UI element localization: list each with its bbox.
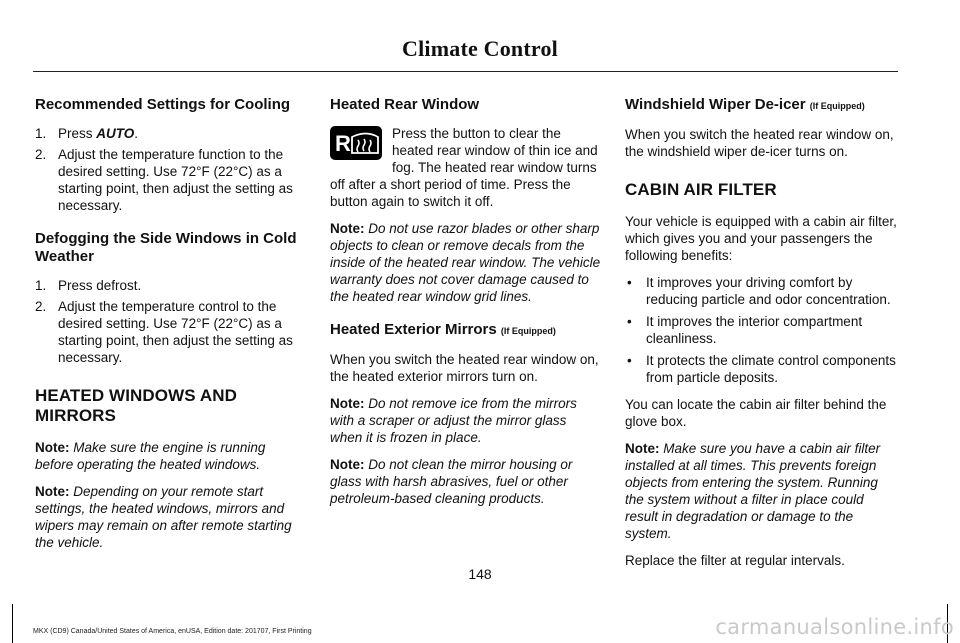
rear-window-description: Press the button to clear the heated rear window of thin ice and fog. The heated rear window turns off after a short period of time. Press the button again to switch it off. <box>330 126 598 209</box>
note-label: Note: <box>330 396 365 411</box>
step-number: 2. <box>35 147 47 162</box>
crop-mark <box>12 604 13 643</box>
list-item <box>625 313 897 347</box>
note-engine <box>35 439 307 473</box>
page-number: 148 <box>468 566 492 582</box>
wiper-heading <box>625 96 897 115</box>
mirrors-text: When you switch the heated rear window on, the heated exterior mirrors turn on. <box>330 352 599 384</box>
list-item <box>35 277 307 294</box>
replace-text: Replace the filter at regular intervals. <box>625 553 845 568</box>
step-text: Press <box>58 126 97 141</box>
benefit-text: It protects the climate control components from particle deposits. <box>646 353 896 385</box>
benefit-text: It improves the interior compartment cleanliness. <box>646 314 863 346</box>
note-label: Note: <box>330 221 365 236</box>
note-abrasives <box>330 456 602 507</box>
rear-window-heading: Heated Rear Window <box>330 96 480 113</box>
bullet: • <box>627 275 632 290</box>
locate-text: You can locate the cabin air filter behind the glove box. <box>625 397 887 429</box>
note-text: Make sure you have a cabin air filter installed at all times. This prevents foreign objects from entering the system. Running the system without a filter in place could result in degradation or damage to the system. <box>625 441 881 541</box>
step-number: 2. <box>35 299 47 314</box>
note-remote-start <box>35 483 307 551</box>
cabin-filter-heading: CABIN AIR FILTER <box>625 180 777 199</box>
note-text: Do not remove ice from the mirrors with a scraper or adjust the mirror glass when it is frozen in place. <box>330 396 577 445</box>
benefit-text: It improves your driving comfort by reducing particle and odor concentration. <box>646 275 891 307</box>
defog-heading: Defogging the Side Windows in Cold Weather <box>35 230 297 265</box>
if-equipped-label: (If Equipped) <box>809 101 865 111</box>
note-label: Note: <box>35 440 70 455</box>
section-heading: HEATED WINDOWS AND MIRRORS <box>35 386 238 425</box>
list-item <box>35 298 307 366</box>
header-rule <box>33 71 898 72</box>
rear-window-defrost-icon <box>330 126 382 160</box>
step-number: 1. <box>35 126 47 141</box>
column-right <box>625 96 897 579</box>
step-text: Adjust the temperature control to the desired setting. Use 72°F (22°C) as a starting point, then adjust the setting as necessary. <box>58 299 293 365</box>
note-text: Do not clean the mirror housing or glass with harsh abrasives, fuel or other petroleum-based cleaning products. <box>330 457 573 506</box>
note-label: Note: <box>35 484 70 499</box>
note-text: Do not use razor blades or other sharp objects to clean or remove decals from the inside of the heated rear window. The vehicle warranty does not cover damage caused to the heated rear window grid lines. <box>330 221 601 304</box>
step-text: Adjust the temperature function to the desired setting. Use 72°F (22°C) as a starting point, then adjust the setting as necessary. <box>58 147 293 213</box>
wiper-heading-text: Windshield Wiper De-icer <box>625 96 806 113</box>
step-text: . <box>134 126 139 141</box>
mirrors-heading-text: Heated Exterior Mirrors <box>330 321 497 338</box>
note-razor <box>330 220 602 305</box>
note-scraper <box>330 395 602 446</box>
list-item <box>35 125 307 142</box>
filter-intro: Your vehicle is equipped with a cabin air filter, which gives you and your passengers the following benefits: <box>625 214 897 263</box>
if-equipped-label: (If Equipped) <box>500 326 556 336</box>
list-item <box>625 274 897 308</box>
wiper-text: When you switch the heated rear window on, the windshield wiper de-icer turns on. <box>625 127 894 159</box>
step-emphasis: AUTO <box>96 126 135 141</box>
benefits-list <box>625 274 897 386</box>
note-text: Make sure the engine is running before operating the heated windows. <box>35 440 266 472</box>
note-filter <box>625 440 897 542</box>
mirrors-heading <box>330 321 602 340</box>
step-text: Press defrost. <box>58 278 142 293</box>
step-number: 1. <box>35 278 47 293</box>
note-label: Note: <box>330 457 365 472</box>
rear-window-text <box>330 125 602 210</box>
defog-steps <box>35 277 307 366</box>
svg-text:R: R <box>335 131 351 156</box>
watermark: carmanualsonline.info <box>715 615 954 639</box>
list-item <box>35 146 307 214</box>
column-left <box>35 96 307 561</box>
list-item <box>625 352 897 386</box>
cooling-heading: Recommended Settings for Cooling <box>35 96 291 113</box>
note-text: Depending on your remote start settings, the heated windows, mirrors and wipers may remain on after remote starting the vehicle. <box>35 484 292 550</box>
footer-edition: MKX (CD9) Canada/United States of America, enUSA, Edition date: 201707, First Printing <box>33 628 312 635</box>
page-title: Climate Control <box>402 36 558 61</box>
note-label: Note: <box>625 441 660 456</box>
column-middle <box>330 96 602 517</box>
bullet: • <box>627 314 632 329</box>
cooling-steps <box>35 125 307 214</box>
bullet: • <box>627 353 632 368</box>
